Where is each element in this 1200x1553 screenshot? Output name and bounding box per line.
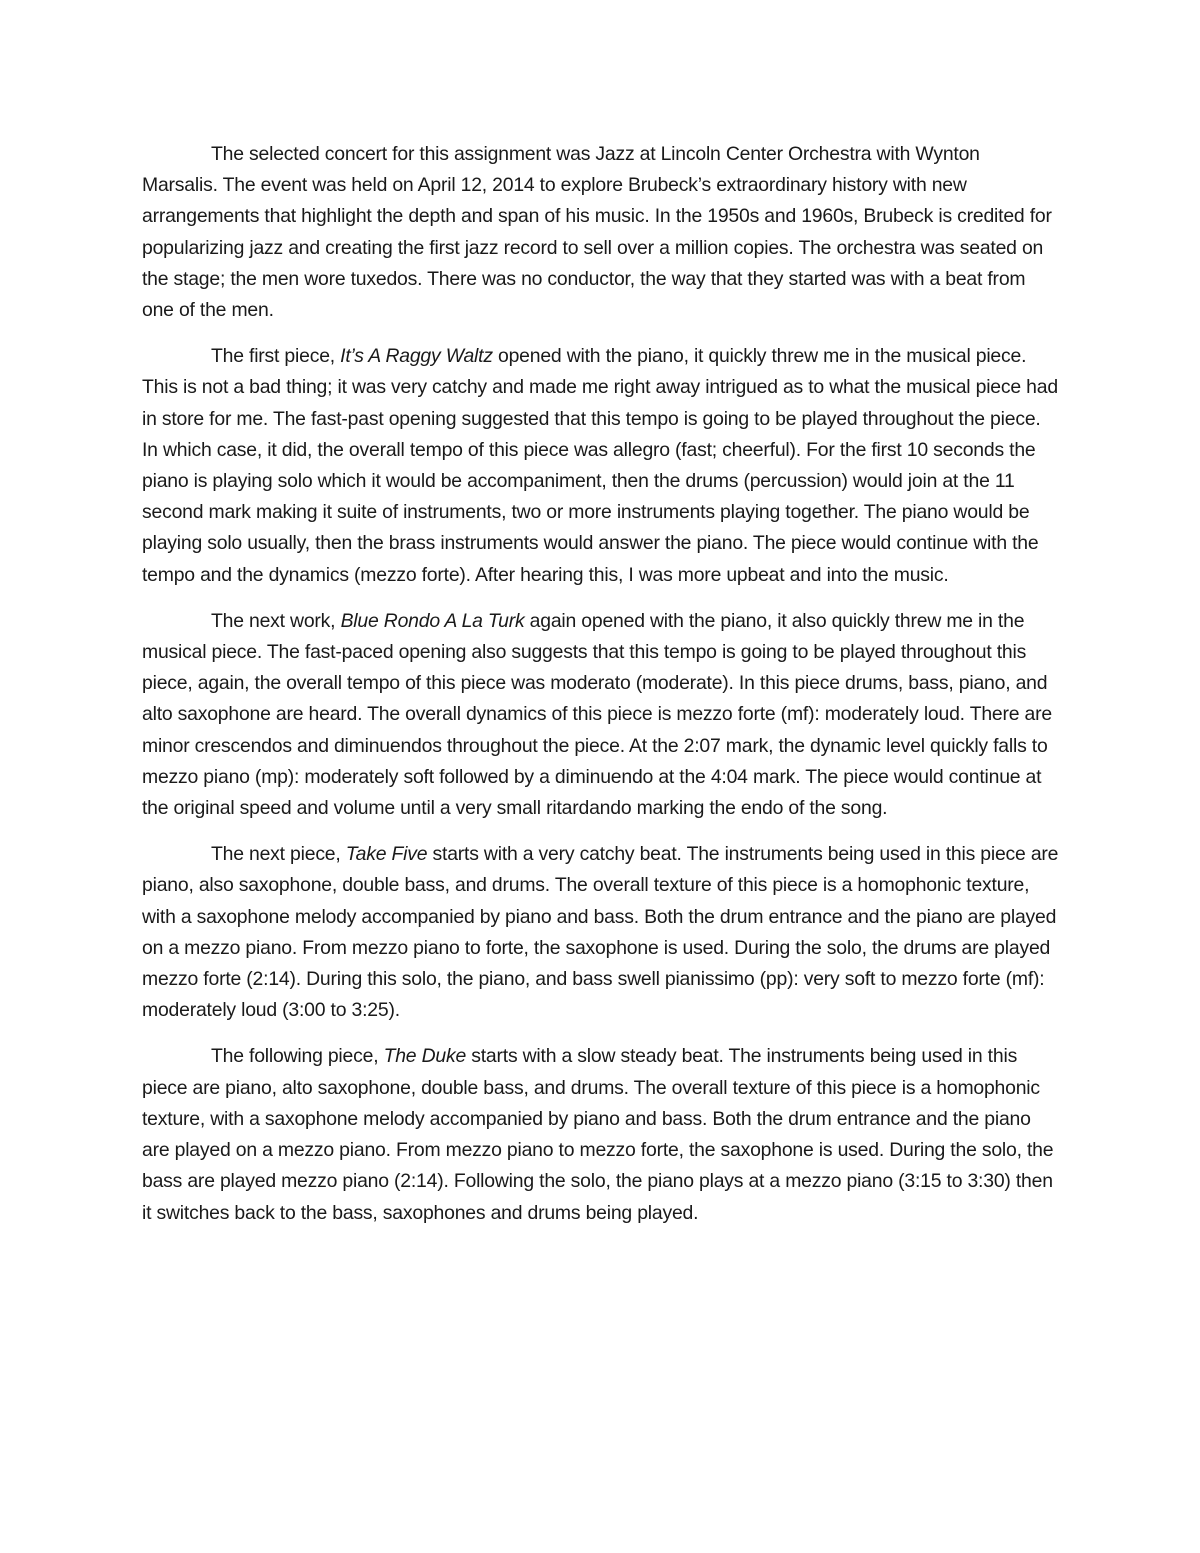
paragraph-text: starts with a very catchy beat. The instruments being used in this piece are piano, also saxophone, double bass, and drums. The overall texture of this piece is a homophonic texture, with a saxophone melody accompanied by piano and bass. Both the drum entrance and the piano are played on a mezzo piano. From mezzo piano to forte, the saxophone is used. During the solo, the drums are played mezzo forte (2:14). During this solo, the piano, and bass swell pianissimo (pp): very soft to mezzo forte (mf): moderately loud (3:00 to 3:25).: [142, 843, 1059, 1022]
paragraph-concert-intro: [142, 139, 1060, 326]
paragraph-the-duke: [142, 1041, 1060, 1228]
paragraph-blue-rondo: [142, 606, 1060, 824]
document-body: [142, 139, 1060, 1244]
paragraph-text: The following piece,: [211, 1045, 384, 1068]
piece-title: The Duke: [383, 1045, 467, 1068]
paragraph-text: starts with a slow steady beat. The instruments being used in this piece are piano, alto saxophone, double bass, and drums. The overall texture of this piece is a homophonic texture, with a saxophone melody accompanied by piano and bass. Both the drum entrance and the piano are played on a mezzo piano. From mezzo piano to mezzo forte, the saxophone is used. During the solo, the bass are played mezzo piano (2:14). Following the solo, the piano plays at a mezzo piano (3:15 to 3:30) then it switches back to the bass, saxophones and drums being played.: [142, 1045, 1054, 1224]
piece-title: Blue Rondo A La Turk: [340, 609, 525, 632]
piece-title: It’s A Raggy Waltz: [340, 345, 493, 368]
paragraph-text: The first piece,: [211, 345, 341, 368]
paragraph-text: The next piece,: [211, 843, 346, 866]
paragraph-text: The selected concert for this assignment was Jazz at Lincoln Center Orchestra with Wynton Marsalis. The event was held on April 12, 2014 to explore Brubeck’s extraordinary history with new arrangements that highlight the depth and span of his music. In the 1950s and 1960s, Brubeck is credited for popularizing jazz and creating the first jazz record to sell over a million copies. The orchestra was seated on the stage; the men wore tuxedos. There was no conductor, the way that they started was with a beat from one of the men.: [142, 143, 1052, 322]
piece-title: Take Five: [345, 843, 428, 866]
paragraph-text: opened with the piano, it quickly threw me in the musical piece. This is not a bad thing; it was very catchy and made me right away intrigued as to what the musical piece had in store for me. The fast-past opening suggested that this tempo is going to be played throughout the piece. In which case, it did, the overall tempo of this piece was allegro (fast; cheerful). For the first 10 seconds the piano is playing solo which it would be accompaniment, then the drums (percussion) would join at the 11 second mark making it suite of instruments, two or more instruments playing together. The piano would be playing solo usually, then the brass instruments would answer the piano. The piece would continue with the tempo and the dynamics (mezzo forte). After hearing this, I was more upbeat and into the music.: [142, 345, 1058, 586]
paragraph-take-five: [142, 839, 1060, 1026]
paragraph-text: again opened with the piano, it also quickly threw me in the musical piece. The fast-paced opening also suggests that this tempo is going to be played throughout this piece, again, the overall tempo of this piece was moderato (moderate). In this piece drums, bass, piano, and alto saxophone are heard. The overall dynamics of this piece is mezzo forte (mf): moderately loud. There are minor crescendos and diminuendos throughout the piece. At the 2:07 mark, the dynamic level quickly falls to mezzo piano (mp): moderately soft followed by a diminuendo at the 4:04 mark. The piece would continue at the original speed and volume until a very small ritardando marking the endo of the song.: [142, 609, 1052, 820]
paragraph-raggy-waltz: [142, 341, 1060, 591]
paragraph-text: The next work,: [211, 609, 341, 632]
